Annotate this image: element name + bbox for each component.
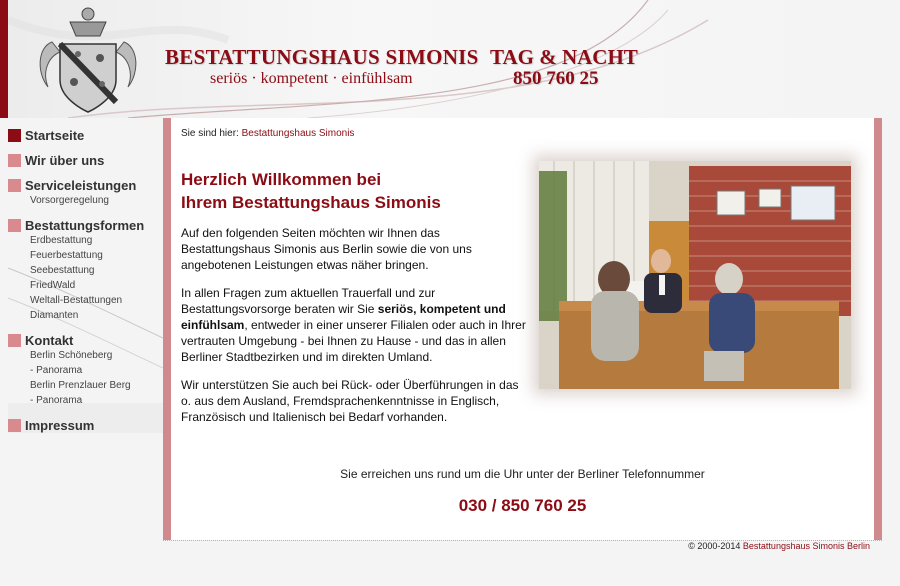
sidebar [0, 118, 163, 540]
header-banner [8, 0, 900, 118]
nav-label: Bestattungsformen [25, 218, 145, 233]
subnav-erdbestattung[interactable]: Erdbestattung [30, 235, 93, 246]
subnav-seebestattung[interactable]: Seebestattung [30, 265, 95, 276]
nav-marker-active [8, 129, 21, 142]
nav-label: Kontakt [25, 333, 74, 348]
office-photo-illustration [539, 161, 851, 389]
nav-item-startseite[interactable] [8, 128, 84, 143]
breadcrumb [181, 128, 354, 139]
subnav-feuerbestattung[interactable]: Feuerbestattung [30, 250, 103, 261]
nav-marker [8, 334, 21, 347]
subnav-weltall-bestattungen[interactable]: Weltall-Bestattungen [30, 295, 123, 306]
page-title [181, 168, 521, 214]
copyright-link[interactable]: Bestattungshaus Simonis Berlin [742, 541, 870, 551]
nav-item-kontakt[interactable] [8, 333, 73, 348]
nav-item-wir-ueber-uns[interactable] [8, 153, 104, 168]
consulting-paragraph [181, 285, 526, 365]
contact-note: Sie erreichen uns rund um die Uhr unter der Berliner Telefonnummer [340, 467, 705, 481]
breadcrumb-link[interactable]: Bestattungshaus Simonis [241, 128, 355, 139]
brand-name: BESTATTUNGSHAUS SIMONIS [165, 45, 479, 69]
nav-label: Startseite [25, 128, 85, 143]
subnav-panorama-prenzlauer-berg[interactable]: - Panorama [30, 395, 83, 406]
nav-item-serviceleistungen[interactable] [8, 178, 136, 193]
nav-marker [8, 154, 21, 167]
contact-phone[interactable]: 030 / 850 760 25 [458, 496, 587, 515]
page-title-line-1: Herzlich Willkommen bei [181, 170, 382, 189]
subnav-friedwald[interactable]: FriedWald [30, 280, 76, 291]
consulting-text-bold: seriös, kompetent und einfühlsam [181, 302, 506, 332]
header-phone: 850 760 25 [513, 68, 599, 89]
copyright-text: © 2000-2014 [688, 541, 741, 551]
nav-marker [8, 419, 21, 432]
subnav-berlin-schoeneberg[interactable]: Berlin Schöneberg [30, 350, 113, 361]
tagline: seriös · kompetent · einfühlsam [210, 70, 413, 87]
copyright [688, 541, 870, 551]
nav-label: Serviceleistungen [25, 178, 137, 193]
consulting-text-start: In allen Fragen zum aktuellen Trauerfall und zur Bestattungsvorsorge beraten wir Sie [181, 286, 436, 316]
nav-marker [8, 219, 21, 232]
nav-item-impressum[interactable] [8, 418, 94, 433]
subnav-berlin-prenzlauer-berg[interactable]: Berlin Prenzlauer Berg [30, 380, 131, 391]
nav-item-bestattungsformen[interactable] [8, 218, 144, 233]
nav-label: Impressum [25, 418, 95, 433]
subnav-panorama-schoeneberg[interactable]: - Panorama [30, 365, 83, 376]
intro-paragraph: Auf den folgenden Seiten möchten wir Ihnen das Bestattungshaus Simonis aus Berlin sowie die von uns angebotenen Leistungen etwas näher bringen. [181, 226, 472, 272]
consulting-text-end: , entweder in einer unserer Filialen oder auch in Ihrer vertrauten Umgebung - bei Ihnen zu Hause - und das in allen Berliner Stadtbezirken und im direkten Umland. [181, 318, 526, 364]
coat-of-arms-logo [30, 2, 146, 116]
transfer-paragraph: Wir unterstützen Sie auch bei Rück- oder Überführungen in das o. aus dem Ausland, Fremdsprachenkenntnisse in Englisch, Französisch und Italienisch bei Bedarf vorhanden. [181, 378, 519, 424]
availability-label: TAG & NACHT [490, 45, 638, 69]
subnav-diamanten[interactable]: Diamanten [30, 310, 79, 321]
office-photo [539, 161, 851, 389]
nav-marker [8, 179, 21, 192]
subnav-vorsorgeregelung[interactable]: Vorsorgeregelung [30, 195, 109, 206]
breadcrumb-prefix: Sie sind hier: [181, 128, 239, 139]
main-content [163, 118, 882, 540]
nav-label: Wir über uns [25, 153, 105, 168]
page-title-line-2: Ihrem Bestattungshaus Simonis [181, 193, 441, 212]
